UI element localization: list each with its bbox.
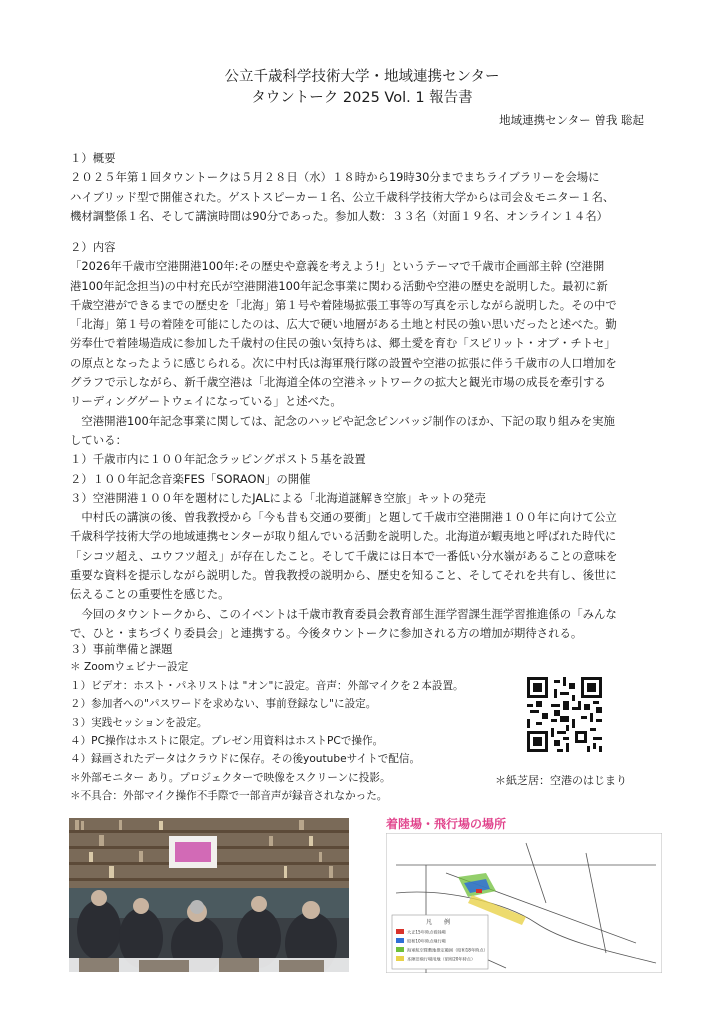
paragraph-line: 重要な資料を提示しながら説明した。曽我教授の説明から、歴史を知ること、そしてそれを共有し、後世に bbox=[70, 568, 617, 583]
paragraph-line: リーディングゲートウェイになっている」と述べた。 bbox=[70, 394, 342, 409]
map-area-landing bbox=[476, 889, 482, 893]
legend-item: 海軍航空隊敷地推定範囲（昭和18年時点） bbox=[407, 947, 488, 953]
section-heading: ２）内容 bbox=[70, 240, 116, 254]
legend-item: 本陣旧飛行場用地（昭和20年時点） bbox=[407, 956, 476, 962]
paragraph-line: している： bbox=[70, 432, 127, 447]
qr-caption: ＊紙芝居：空港のはじまり bbox=[495, 774, 627, 787]
list-item: １）千歳市内に１００年記念ラッピングポスト５基を設置 bbox=[70, 452, 366, 467]
author-name: 地域連携センター 曽我 聡起 bbox=[499, 113, 644, 127]
legend-item: 大正15年時点着陸場 bbox=[407, 929, 446, 935]
airfield-map bbox=[386, 815, 662, 973]
list-item: ２）参加者への"パスワードを求めない、事前登録なし"に設定。 bbox=[70, 698, 377, 711]
paragraph-line: の原点となったように感じられる。次に中村氏は海軍飛行隊の設置や空港の拡張に伴う千歳市の人口増加を bbox=[70, 355, 617, 370]
paragraph-line: で、ひと・まちづくり委員会」と連携する。今後タウントークに参加される方の増加が期待される。 bbox=[70, 625, 583, 640]
legend-swatch bbox=[396, 947, 404, 952]
legend-item: 昭和10年時点飛行場 bbox=[407, 938, 446, 944]
paragraph-line: 中村氏の講演の後、曽我教授から「今も昔も交通の要衝」と題して千歳市空港開港１００年に向けて公立 bbox=[70, 510, 617, 525]
paragraph-line: グラフで示しながら、新千歳空港は「北海道全体の空港ネットワークの拡大と観光市場の成長を牽引する bbox=[70, 375, 606, 390]
list-item: ４）PC操作はホストに限定。プレゼン用資料はホストPCで操作。 bbox=[70, 735, 384, 748]
map-drawing bbox=[386, 833, 662, 973]
section-overview bbox=[70, 149, 660, 226]
list-item: ＊不具合：外部マイク操作不手際で一部音声が録音されなかった。 bbox=[70, 790, 388, 803]
list-item: ３）実践セッションを設定。 bbox=[70, 716, 208, 729]
legend-swatch bbox=[396, 956, 404, 961]
paragraph-line: 「2026年千歳市空港開港100年:その歴史や意義を考えよう!」というテーマで千歳市企画部主幹 (空港開 bbox=[70, 259, 605, 274]
section-heading: ３）事前準備と課題 bbox=[70, 642, 173, 656]
section-contents bbox=[70, 238, 660, 643]
event-photo bbox=[69, 818, 349, 972]
paragraph-line: 「北海」第１号の着陸を可能にしたのは、広大で硬い地層がある土地と村民の強い思いだったと述べた。勤 bbox=[70, 317, 617, 332]
list-item: ＊外部モニター あり。プロジェクターで映像をスクリーンに投影。 bbox=[70, 771, 391, 784]
section-heading: １）概要 bbox=[70, 151, 116, 165]
paragraph-line: 千歳空港ができるまでの歴史を「北海」第１号や着陸場拡張工事等の写真を示しながら説明した。その中で bbox=[70, 297, 617, 312]
paragraph-line: 「シコツ超え、ユウフツ超え」が存在したこと。そして千歳には日本で一番低い分水嶺があることの意味を bbox=[70, 548, 618, 563]
paragraph-line: 空港開港100年記念事業に関しては、記念のハッピや記念ピンバッジ制作のほか、下記の取り組みを実施 bbox=[70, 413, 615, 428]
paragraph-line: 今回のタウントークから、このイベントは千歳市教育委員会教育部生涯学習課生涯学習推進係の「みんな bbox=[70, 606, 617, 621]
list-item: ２）１００年記念音楽FES「SORAON」の開催 bbox=[70, 471, 311, 486]
map-title: 着陸場・飛行場の場所 bbox=[386, 817, 507, 831]
paragraph-line: ２０２５年第１回タウントークは５月２８日（水）１８時から19時30分までまちライブラリーを会場に bbox=[70, 170, 600, 185]
list-item: ４）録画されたデータはクラウドに保存。その後youtubeサイトで配信。 bbox=[70, 753, 421, 766]
section-preparation bbox=[70, 640, 500, 806]
legend-swatch bbox=[396, 929, 404, 934]
paragraph-line: 港100年記念担当)の中村充氏が空港開港100年記念事業に関わる活動や空港の歴史を説明した。最初に新 bbox=[70, 278, 608, 293]
report-title-line1: 公立千歳科学技術大学・地域連携センター bbox=[224, 69, 500, 85]
legend-swatch bbox=[396, 938, 404, 943]
paragraph-line: 千歳科学技術大学の地域連携センターが取り組んでいる活動を説明した。北海道が蝦夷地と呼ばれた時代に bbox=[70, 529, 617, 544]
map-legend-title: 凡 例 bbox=[426, 919, 451, 926]
paragraph-line: 伝えることの重要性を感じた。 bbox=[70, 587, 230, 602]
qr-code[interactable] bbox=[527, 677, 602, 752]
list-item: ＊ Zoomウェビナー設定 bbox=[70, 661, 189, 674]
paragraph-line: ハイブリッド型で開催された。ゲストスピーカー１名、公立千歳科学技術大学からは司会＆モニター１名、 bbox=[70, 189, 615, 204]
paragraph-line: 機材調整係１名、そして講演時間は90分であった。参加人数：３３名（対面１９名、オンライン１４名） bbox=[70, 208, 609, 223]
list-item: ３）空港開港１００年を題材にしたJALによる「北海道謎解き空旅」キットの発売 bbox=[70, 490, 486, 505]
list-item: １）ビデオ：ホスト・パネリストは "オン"に設定。音声：外部マイクを２本設置。 bbox=[70, 679, 464, 692]
report-title-line2: タウントーク 2025 Vol. 1 報告書 bbox=[251, 90, 473, 106]
paragraph-line: 労奉仕で着陸場造成に参加した千歳村の住民の強い気持ちは、郷土愛を育む「スピリット・オブ・チトセ」 bbox=[70, 336, 616, 351]
